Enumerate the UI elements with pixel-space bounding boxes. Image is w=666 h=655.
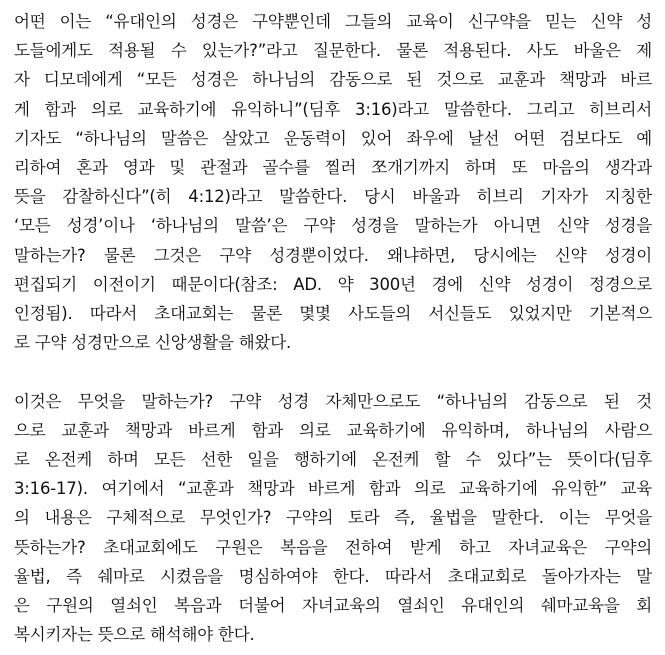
paragraph-2-line: 복시키자는 뜻으로 해석해야 한다.: [14, 625, 255, 645]
paragraph-2-line: 은 구원의 열쇠인 복음과 더불어 자녀교육의 열쇠인 유대인의 쉐마교육을 회: [14, 596, 652, 616]
paragraph-1-line: 도들에게도 적용될 수 있는가?”라고 질문한다. 물론 적용된다. 사도 바울은 제: [14, 41, 652, 61]
paragraph-1-line: 말하는가? 물론 그것은 구약 성경뿐이었다. 왜냐하면, 당시에는 신약 성경이: [14, 245, 652, 265]
paragraph-2-line: 율법, 즉 쉐마로 시켰음을 명심하여야 한다. 따라서 초대교회로 돌아가자는 말: [14, 566, 652, 586]
paragraph-2-line: 이것은 무엇을 말하는가? 구약 성경 자체만으로도 “하나님의 감동으로 된 것: [14, 391, 652, 411]
paragraph-2-line: 으로 교훈과 책망과 바르게 함과 의로 교육하기에 유익하며, 하나님의 사람으: [14, 420, 652, 440]
paragraph-1-line: 편집되기 이전이기 때문이다(참조: AD. 약 300년 경에 신약 성경이 정경으로: [14, 274, 652, 294]
paragraph-2-line: 의 내용은 구체적으로 무엇인가? 구약의 토라 즉, 율법을 말한다. 이는 무엇을: [14, 508, 652, 528]
paragraph-2-line: 3:16-17). 여기에서 “교훈과 책망과 바르게 함과 의로 교육하기에 유익한” 교육: [14, 479, 652, 499]
paragraph-1-line: 뜻을 감찰하신다”(히 4:12)라고 말씀한다. 당시 바울과 히브리 기자가 지칭한: [14, 187, 652, 207]
paragraph-2: [14, 387, 652, 650]
paragraph-1: [14, 7, 652, 357]
paragraph-1-line: 기자도 “하나님의 말씀은 살았고 운동력이 있어 좌우에 날선 어떤 검보다도 예: [14, 128, 652, 148]
paragraph-1-line: ‘모든 성경’이나 ‘하나님의 말씀’은 구약 성경을 말하는가 아니면 신약 성경을: [14, 216, 652, 236]
paragraph-1-line: 로 구약 성경만으로 신앙생활을 해왔다.: [14, 333, 292, 353]
paragraph-1-line: 인정됨). 따라서 초대교회는 물론 몇몇 사도들의 서신들도 있었지만 기본적으: [14, 304, 652, 324]
paragraph-1-line: 게 함과 의로 교육하기에 유익하니”(딤후 3:16)라고 말씀한다. 그리고 히브리서: [14, 99, 652, 119]
paragraph-1-line: 자 디모데에게 “모든 성경은 하나님의 감동으로 된 것으로 교훈과 책망과 바르: [14, 70, 652, 90]
paragraph-spacer: [14, 357, 652, 386]
paragraph-2-line: 로 온전케 하며 모든 선한 일을 행하기에 온전케 할 수 있다”는 뜻이다(딤후: [14, 450, 652, 470]
paragraph-1-line: 리하여 혼과 영과 및 관절과 골수를 찔러 쪼개기까지 하며 또 마음의 생각과: [14, 158, 652, 178]
paragraph-2-line: 뜻하는가? 초대교회에도 구원은 복음을 전하여 받게 하고 자녀교육은 구약의: [14, 537, 652, 557]
paragraph-1-line: 어떤 이는 “유대인의 성경은 구약뿐인데 그들의 교육이 신구약을 믿는 신약 성: [14, 12, 652, 31]
